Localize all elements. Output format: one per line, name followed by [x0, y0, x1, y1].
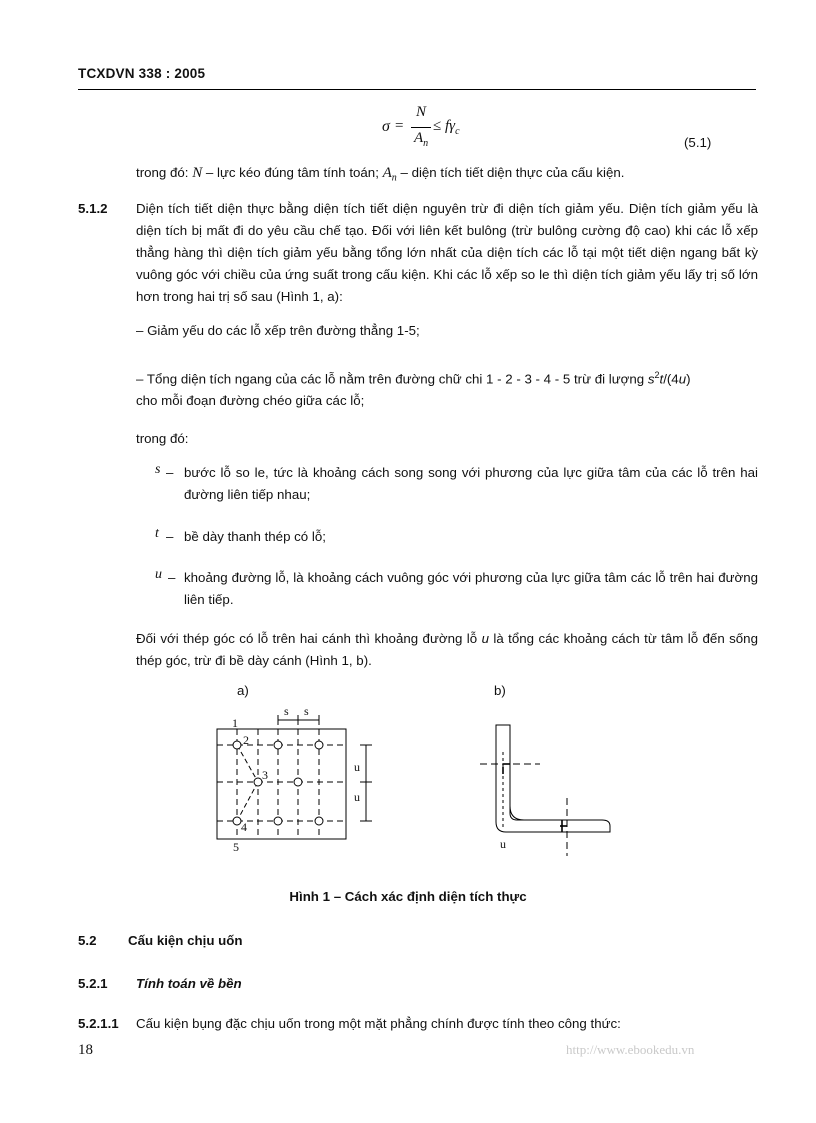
def-dash-t: –: [166, 529, 174, 544]
label-s-1: s: [284, 704, 289, 718]
bullet-straight-line: – Giảm yếu do các lỗ xếp trên đường thẳng 1-5;: [136, 323, 420, 338]
zigzag-t: t: [659, 371, 664, 387]
section-title-5-2-1: Tính toán về bền: [136, 976, 242, 991]
hole: [233, 817, 241, 825]
zigzag-mid: /(4: [663, 371, 679, 387]
zigzag-line2: cho mỗi đoạn đường chéo giữa các lỗ;: [136, 393, 365, 409]
section-number-5-2: 5.2: [78, 933, 97, 948]
label-s-2: s: [304, 704, 309, 718]
def-symbol-u: u: [155, 567, 162, 582]
def-dash-u: –: [168, 570, 176, 585]
formula-5-1: [382, 104, 522, 154]
angle-u: u: [481, 631, 489, 646]
label-u-angle: u: [500, 837, 506, 851]
zigzag-seg-1: [237, 745, 258, 782]
figure-caption: Hình 1 – Cách xác định diện tích thực: [289, 889, 527, 904]
label-point-4: 4: [241, 820, 247, 834]
formula-den-sub: n: [423, 138, 429, 149]
section-text-5-2-1-1: Cấu kiện bụng đặc chịu uốn trong một mặt phẳng chính được tính theo công thức:: [136, 1016, 621, 1031]
where-label: trong đó:: [136, 431, 189, 446]
A-description: – diện tích tiết diện thực của cấu kiện.: [396, 165, 625, 180]
label-point-1: 1: [232, 716, 238, 730]
zigzag-s: s: [647, 371, 655, 387]
where-prefix: trong đó:: [136, 165, 193, 180]
formula-denominator: [414, 130, 428, 149]
label-point-5: 5: [233, 840, 239, 854]
N-description: – lực kéo đúng tâm tính toán;: [202, 165, 383, 180]
watermark: http://www.ebookedu.vn: [566, 1042, 695, 1057]
zigzag-u: u: [678, 371, 687, 387]
formula-number: (5.1): [684, 135, 712, 150]
sym-A: A: [382, 165, 392, 181]
formula-lhs: σ: [382, 118, 390, 135]
figure-label-a: a): [237, 683, 249, 698]
formula-where-line: [136, 162, 758, 190]
hole: [274, 741, 282, 749]
def-symbol-s: s: [155, 462, 161, 477]
document-code: TCXDVN 338 : 2005: [78, 66, 206, 81]
sym-N: N: [192, 165, 203, 181]
section-title-5-2: Cấu kiện chịu uốn: [128, 933, 243, 948]
formula-rel-sub: c: [455, 126, 460, 137]
formula-numerator: N: [416, 104, 427, 120]
page-number: 18: [78, 1042, 93, 1058]
def-symbol-t: t: [155, 526, 159, 541]
angle-text-b: là tổng các khoảng cách từ tâm lỗ đến sống thép góc, trừ đi bề dày cánh (Hình 1, b).: [136, 631, 758, 668]
hole: [315, 817, 323, 825]
angle-axes: [480, 752, 567, 856]
label-point-2: 2: [243, 733, 249, 747]
figure-1-drawing: [0, 680, 816, 870]
label-u-1: u: [354, 760, 360, 774]
def-text-s: bước lỗ so le, tức là khoảng cách song song với phương của lực giữa tâm của các lỗ trên hai đường liên tiếp nhau;: [184, 465, 758, 502]
hole: [274, 817, 282, 825]
section-number-5-2-1: 5.2.1: [78, 976, 108, 991]
hole: [254, 778, 262, 786]
angle-text-a: Đối với thép góc có lỗ trên hai cánh thì khoảng đường lỗ: [136, 631, 482, 646]
hole: [315, 741, 323, 749]
formula-rhs: [433, 118, 460, 137]
figure-1: [0, 680, 816, 870]
section-5-1-2-paragraph: Diện tích tiết diện thực bằng diện tích tiết diện nguyên trừ đi diện tích giảm yếu. Diện tích giảm yếu là diện tích bị mất đi do yêu cầu chế tạo. Đối với liên kết bulông (trừ bulông cường độ cao) khi các lỗ xếp thẳng hàng thì diện tích giảm yếu bằng tổng lớn nhất của diện tích các lỗ tại một tiết diện ngang bất kỳ vuông góc với chiều của ứng suất trong cấu kiện. Khi các lỗ xếp so le thì diện tích giảm yếu lấy trị số lớn hơn trong hai trị số sau (Hình 1, a):: [136, 201, 758, 304]
zigzag-end: ): [686, 371, 691, 387]
dim-u: [360, 745, 372, 821]
sym-A-sub: n: [391, 172, 397, 184]
zigzag-sup: 2: [654, 370, 660, 380]
formula-rel: ≤ fγ: [433, 118, 456, 134]
label-point-3: 3: [262, 768, 268, 782]
bullet-zigzag: [136, 364, 758, 412]
hole: [294, 778, 302, 786]
formula-eq: =: [395, 118, 404, 134]
zigzag-text: – Tổng diện tích ngang của các lỗ nằm trên đường chữ chi 1 - 2 - 3 - 4 - 5 trừ đi lượng: [136, 371, 648, 387]
angle-paragraph: [136, 628, 758, 672]
formula-den-base: A: [414, 130, 424, 146]
section-number-5-2-1-1: 5.2.1.1: [78, 1016, 119, 1031]
section-number-5-1-2: 5.1.2: [78, 201, 108, 216]
zigzag-seg-2: [237, 782, 258, 821]
angle-holes: [503, 764, 567, 832]
header-rule: [78, 89, 756, 90]
hole: [233, 741, 241, 749]
def-text-t: bề dày thanh thép có lỗ;: [184, 529, 326, 544]
def-dash-s: –: [166, 465, 174, 480]
label-u-2: u: [354, 790, 360, 804]
figure-label-b: b): [494, 683, 506, 698]
def-text-u: khoảng đường lỗ, là khoảng cách vuông góc với phương của lực giữa tâm các lỗ trên hai đường liên tiếp.: [184, 570, 758, 607]
fraction-bar: [411, 127, 431, 128]
